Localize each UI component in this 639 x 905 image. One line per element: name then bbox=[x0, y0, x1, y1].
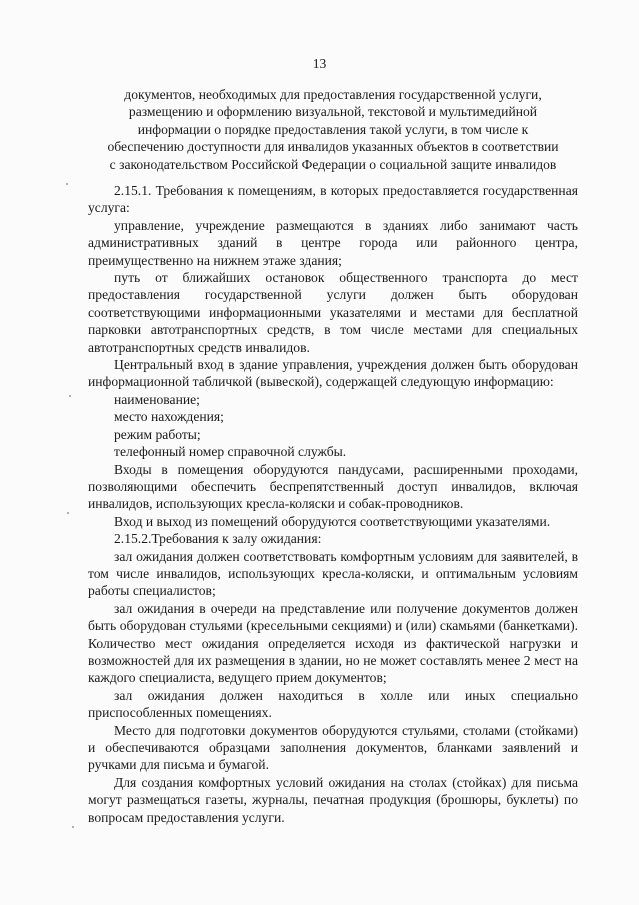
paragraph-waiting-hall-seats: зал ожидания в очереди на представление или получение документов должен быть оборудован стульями (кресельными секциями) и (или) скамьями (банкетками). Количество мест ожидания определяется исходя из фактической нагрузки и возможностей для их размещения в здании, но не может составлять менее 2 мест на каждого специалиста, ведущего прием документов; bbox=[88, 600, 578, 686]
section-heading bbox=[92, 86, 574, 173]
paragraph-waiting-hall-comfort: зал ожидания должен соответствовать комфортным условиям для заявителей, в том числе инвалидов, использующих кресла-коляски, и оптимальным условиям работы специалистов; bbox=[88, 548, 578, 599]
list-item-phone: телефонный номер справочной службы. bbox=[114, 444, 347, 460]
paragraph-transport-path: путь от ближайших остановок общественного транспорта до мест предоставления государственной услуги должен быть оборудован соответствующими информационными указателями и местами для бесплатной парковки автотранспортных средств, в том числе местами для специальных автотранспортных средств инвалидов. bbox=[88, 270, 578, 355]
scan-speck bbox=[67, 512, 69, 514]
scan-speck bbox=[69, 395, 71, 397]
paragraph-2-15-1: 2.15.1. Требования к помещениям, в которых предоставляется государственная услуга: bbox=[88, 183, 578, 216]
paragraph-entrances: Входы в помещения оборудуются пандусами, расширенными проходами, позволяющими обеспечить беспрепятственный доступ инвалидов, включая инвалидов, использующих кресла-коляски и собак-проводников. bbox=[88, 461, 578, 512]
paragraph-waiting-hall-location: зал ожидания должен находиться в холле или иных специально приспособленных помещениях. bbox=[88, 687, 578, 721]
paragraph-print-materials: Для создания комфортных условий ожидания на столах (стойках) для письма могут размещаться газеты, журналы, печатная продукция (брошюры, буклеты) по вопросам предоставления услуги. bbox=[88, 774, 578, 825]
list-item-name: наименование; bbox=[114, 391, 200, 407]
list-item-schedule: режим работы; bbox=[114, 426, 201, 442]
paragraph-2-15-2: 2.15.2.Требования к залу ожидания: bbox=[114, 531, 322, 547]
paragraph-document-preparation: Место для подготовки документов оборудуются стульями, столами (стойками) и обеспечиваются образцами заполнения документов, бланками заявлений и ручками для письма и бумагой. bbox=[88, 722, 578, 773]
paragraph-location: управление, учреждение размещаются в зданиях либо занимают часть административных зданий в центре города или районного центра, преимущественно на нижнем этаже здания; bbox=[88, 217, 578, 268]
heading-line: обеспечению доступности для инвалидов указанных объектов в соответствии bbox=[107, 139, 559, 155]
scan-speck bbox=[72, 826, 74, 828]
list-item-location: место нахождения; bbox=[114, 409, 224, 425]
heading-line: с законодательством Российской Федерации о социальной защите инвалидов bbox=[109, 156, 557, 172]
scan-speck bbox=[66, 183, 68, 185]
heading-line: информации о порядке предоставления такой услуги, в том числе к bbox=[137, 121, 529, 137]
paragraph-signs: Вход и выход из помещений оборудуются соответствующими указателями. bbox=[114, 513, 551, 529]
document-body bbox=[88, 182, 578, 826]
page-number: 13 bbox=[312, 56, 327, 71]
heading-line: документов, необходимых для предоставления государственной услуги, bbox=[124, 87, 542, 102]
paragraph-central-entrance: Центральный вход в здание управления, учреждения должен быть оборудован информационной табличкой (вывеской), содержащей следующую информацию: bbox=[88, 357, 578, 390]
heading-line: размещению и оформлению визуальной, текстовой и мультимедийной bbox=[128, 104, 538, 120]
